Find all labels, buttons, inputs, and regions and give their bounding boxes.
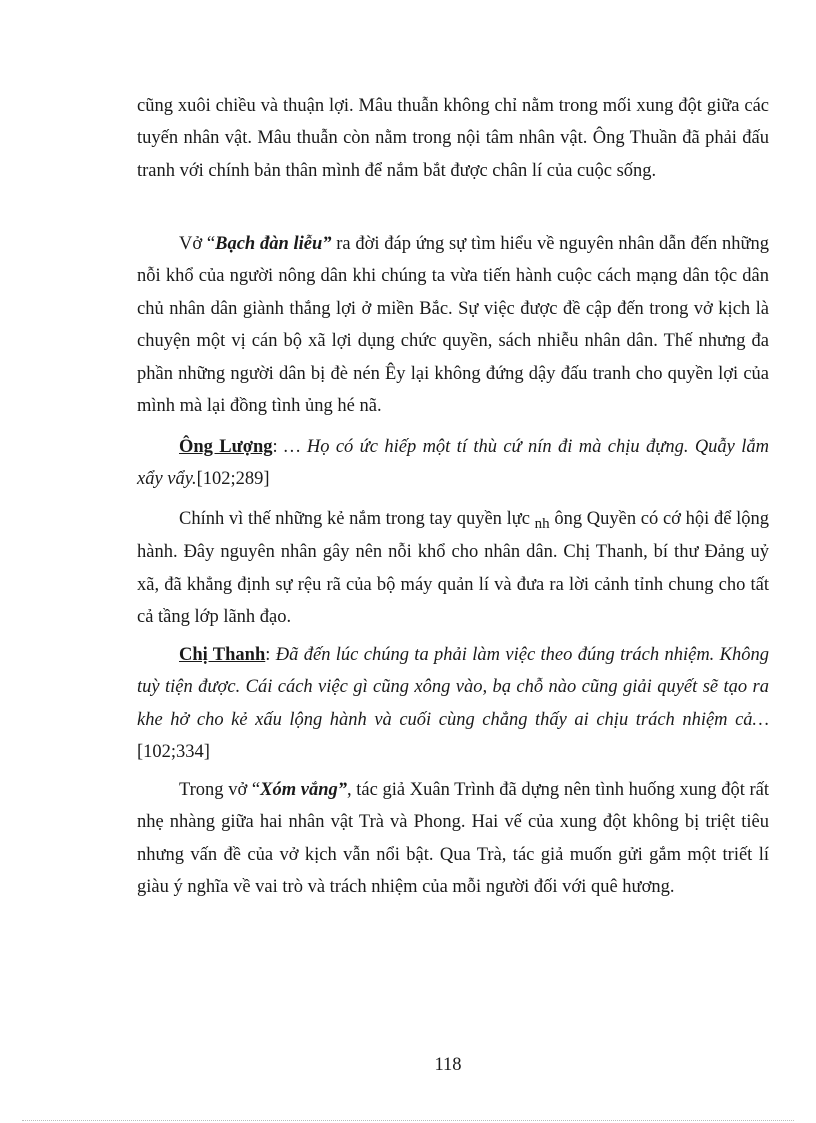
citation-ref: [102;289] [196, 469, 270, 490]
speaker-colon: : [265, 645, 276, 665]
paragraph-1 [137, 90, 769, 187]
paragraph-2 [137, 228, 769, 422]
paragraph-4 [137, 774, 769, 904]
paragraph-3 [137, 503, 769, 634]
quote-ong-luong [137, 431, 769, 496]
citation-ref: [102;334] [137, 742, 210, 763]
paragraph-3-after: ông Quyền có cớ hội để lộng hành. Đây nguyên nhân gây nên nỗi khổ cho nhân dân. Chị Thanh, bí thư Đảng uỷ xã, đã khẳng định sự rệu rã của bộ máy quản lí và đưa ra lời cảnh tỉnh chung cho tất cả tầng lớp lãnh đạo. [137, 509, 769, 628]
speaker-chi-thanh: Chị Thanh [179, 645, 266, 665]
quote-chi-thanh [137, 639, 769, 769]
paragraph-1-text: cũng xuôi chiều và thuận lợi. Mâu thuẫn không chỉ nằm trong mối xung đột giữa các tuyến nhân vật. Mâu thuẫn còn nằm trong nội tâm nhân vật. Ông Thuần đã phải đấu tranh với chính bản thân mình để nắm bắt được chân lí của cuộc sống. [137, 96, 769, 181]
quote-ong-luong-text: … Họ có ức hiếp một tí thù cứ nín đi mà chịu đựng. Quẫy lắm xẩy vẩy. [137, 437, 770, 490]
play-title-xom-vang: Xóm vắng” [260, 780, 348, 800]
paragraph-3-before: Chính vì thế những kẻ nắm trong tay quyền lực [179, 509, 535, 529]
speaker-ong-luong: Ông Lượng [179, 437, 273, 457]
page-number: 118 [434, 1055, 462, 1075]
paragraph-3-fragment: nh [534, 516, 550, 532]
paragraph-2-text: ra đời đáp ứng sự tìm hiểu về nguyên nhân dẫn đến những nỗi khổ của người nông dân khi chúng ta vừa tiến hành cuộc cách mạng dân tộc dân chủ nhân dân giành thắng lợi ở miền Bắc. Sự việc được đề cập đến trong vở kịch là chuyện một vị cán bộ xã lợi dụng chức quyền, sách nhiễu nhân dân. Thế nhưng đa phần những người dân bị đè nén Êy lại không đứng dậy đấu tranh cho quyền lợi của mình mà lại đồng tình ủng hé nã. [137, 234, 769, 417]
paragraph-2-prefix: Vở “ [179, 234, 216, 254]
play-title-bach-dan-lieu: Bạch đàn liễu” [215, 234, 332, 254]
speaker-colon: : [272, 437, 285, 457]
page-bottom-divider [22, 1120, 794, 1121]
paragraph-4-text: , tác giả Xuân Trình đã dựng nên tình huống xung đột rất nhẹ nhàng giữa hai nhân vật Trà và Phong. Hai vế của xung đột không bị triệt tiêu nhưng vấn đề của vở kịch vẫn nổi bật. Qua Trà, tác giả muốn gửi gắm một triết lí giàu ý nghĩa về vai trò và trách nhiệm của mỗi người đối với quê hương. [137, 780, 769, 898]
paragraph-4-prefix: Trong vở “ [179, 780, 261, 800]
quote-chi-thanh-text: Đã đến lúc chúng ta phải làm việc theo đúng trách nhiệm. Không tuỳ tiện được. Cái cách việc gì cũng xông vào, bạ chỗ nào cũng giải quyết sẽ tạo ra khe hở cho kẻ xấu lộng hành và cuối cùng chẳng thấy ai chịu trách nhiệm cả… [137, 645, 769, 730]
